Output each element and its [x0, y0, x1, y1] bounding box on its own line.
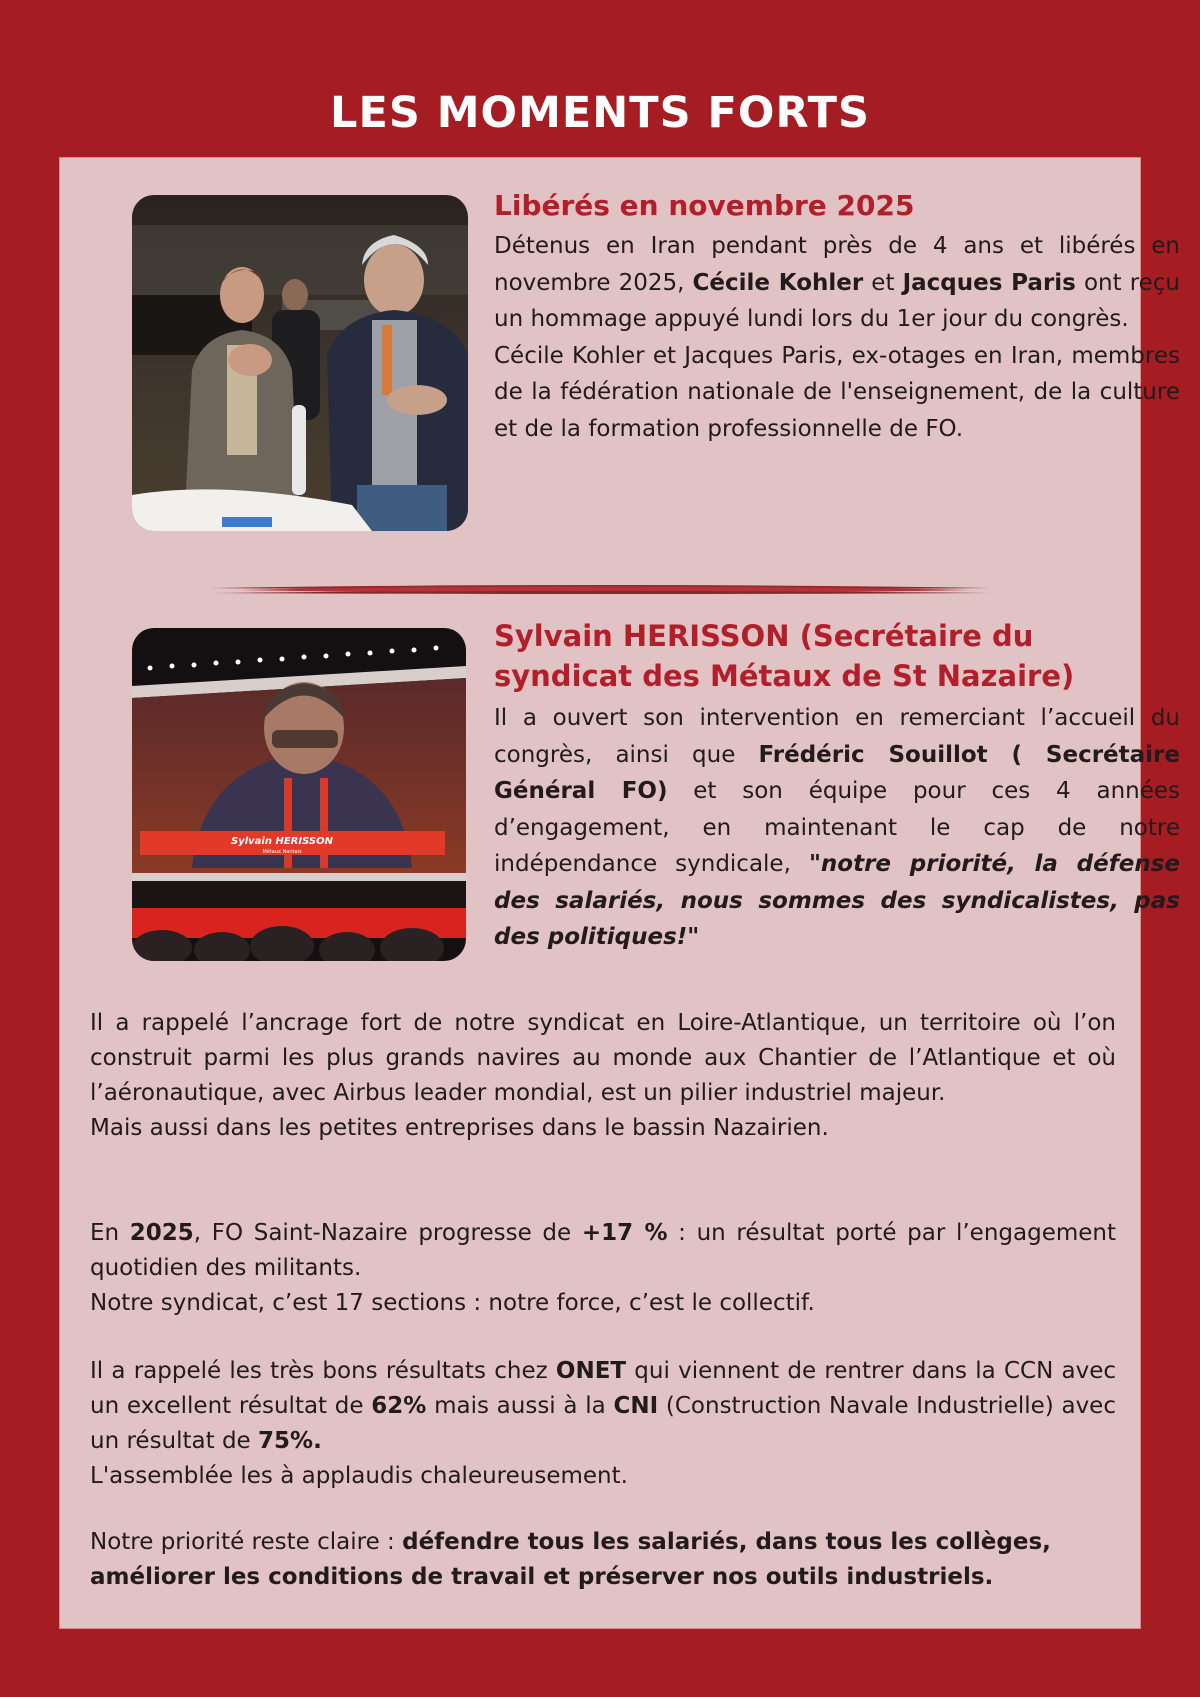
text-segment: mais aussi à la [426, 1393, 614, 1419]
paragraph-ancrage [90, 1006, 1116, 1146]
name-cecile-kohler: Cécile Kohler [692, 269, 864, 296]
text-line [90, 1216, 1116, 1286]
text-segment: Il a rappelé les très bons résultats chez [90, 1358, 556, 1384]
text-segment: Notre syndicat, c’est 17 sections : notre force, c’est le collectif. [90, 1290, 815, 1316]
content-panel [60, 158, 1181, 1628]
paragraph-priorite [90, 1525, 1116, 1595]
page-title: LES MOMENTS FORTS [330, 87, 870, 138]
company-cni: CNI [613, 1393, 659, 1419]
screen-caption: Sylvain HERISSON [231, 836, 333, 847]
section-title-liberes: Libérés en novembre 2025 [494, 189, 915, 222]
paragraph-herisson [494, 700, 1180, 956]
text-segment: ont reçu un hommage appuyé lundi lors du 1er jour du congrès. [494, 269, 1181, 332]
screen-subcaption: Métaux Nantais [262, 849, 302, 855]
text-segment: Mais aussi dans les petites entreprises dans le bassin Nazairien. [90, 1115, 829, 1141]
text-segment: En [90, 1220, 130, 1246]
result-cni: 75%. [258, 1428, 322, 1454]
name-jacques-paris: Jacques Paris [902, 269, 1076, 296]
text-segment: (Construction Navale Industrielle) avec un résultat de [90, 1393, 1116, 1454]
text-segment: : un résultat porté par l’engagement quotidien des militants. [90, 1220, 1116, 1281]
paragraph-liberes [494, 228, 1180, 447]
text-segment: Détenus en Iran pendant près de 4 ans et libérés en novembre 2025, [494, 233, 1180, 296]
company-onet: ONET [555, 1358, 627, 1384]
photo-icon [132, 628, 466, 961]
text-segment: qui viennent de rentrer dans la CCN avec un excellent résultat de [90, 1358, 1116, 1419]
text-segment: Il a rappelé l’ancrage fort de notre syndicat en Loire-Atlantique, un territoire où l’on construit parmi les plus grands navires au monde aux Chantier de l’Atlantique et où l’aéronautique, avec Airbus leader mondial, est un pilier industriel majeur. [90, 1010, 1116, 1106]
priority-statement: défendre tous les salariés, dans tous les collèges, améliorer les conditions de travail et préserver nos outils industriels. [90, 1529, 1051, 1590]
photo-liberes [132, 195, 468, 531]
text-segment: Notre priorité reste claire : [90, 1529, 403, 1555]
progression-value: +17 % [581, 1220, 668, 1246]
text-segment: , FO Saint-Nazaire progresse de [193, 1220, 582, 1246]
photo-icon [132, 195, 468, 531]
section-divider [210, 583, 990, 597]
photo-herisson [132, 628, 466, 961]
text-segment: Il a ouvert son intervention en remerciant l’accueil du congrès, ainsi que [494, 705, 1180, 768]
name-frederic-souillot: Frédéric Souillot ( Secrétaire Général FO) [494, 741, 1180, 804]
paragraph-resultats [90, 1354, 1116, 1494]
text-segment: et [863, 269, 903, 296]
year-value: 2025 [129, 1220, 194, 1246]
text-line [90, 1354, 1116, 1459]
quote: "notre priorité, la défense des salariés, nous sommes des syndicalistes, pas des politiques!" [494, 851, 1180, 950]
section-title-herisson: Sylvain HERISSON (Secrétaire du syndicat des Métaux de St Nazaire) [494, 619, 1075, 693]
text-segment: L'assemblée les à applaudis chaleureusement. [90, 1463, 628, 1489]
paragraph-progression [90, 1216, 1116, 1321]
text-segment: et son équipe pour ces 4 années d’engagement, en maintenant le cap de notre indépendance syndicale, [494, 778, 1181, 877]
result-onet: 62% [371, 1393, 427, 1419]
text-segment: Cécile Kohler et Jacques Paris, ex-otages en Iran, membres de la fédération nationale de l'enseignement, de la culture et de la formation professionnelle de FO. [494, 342, 1180, 442]
